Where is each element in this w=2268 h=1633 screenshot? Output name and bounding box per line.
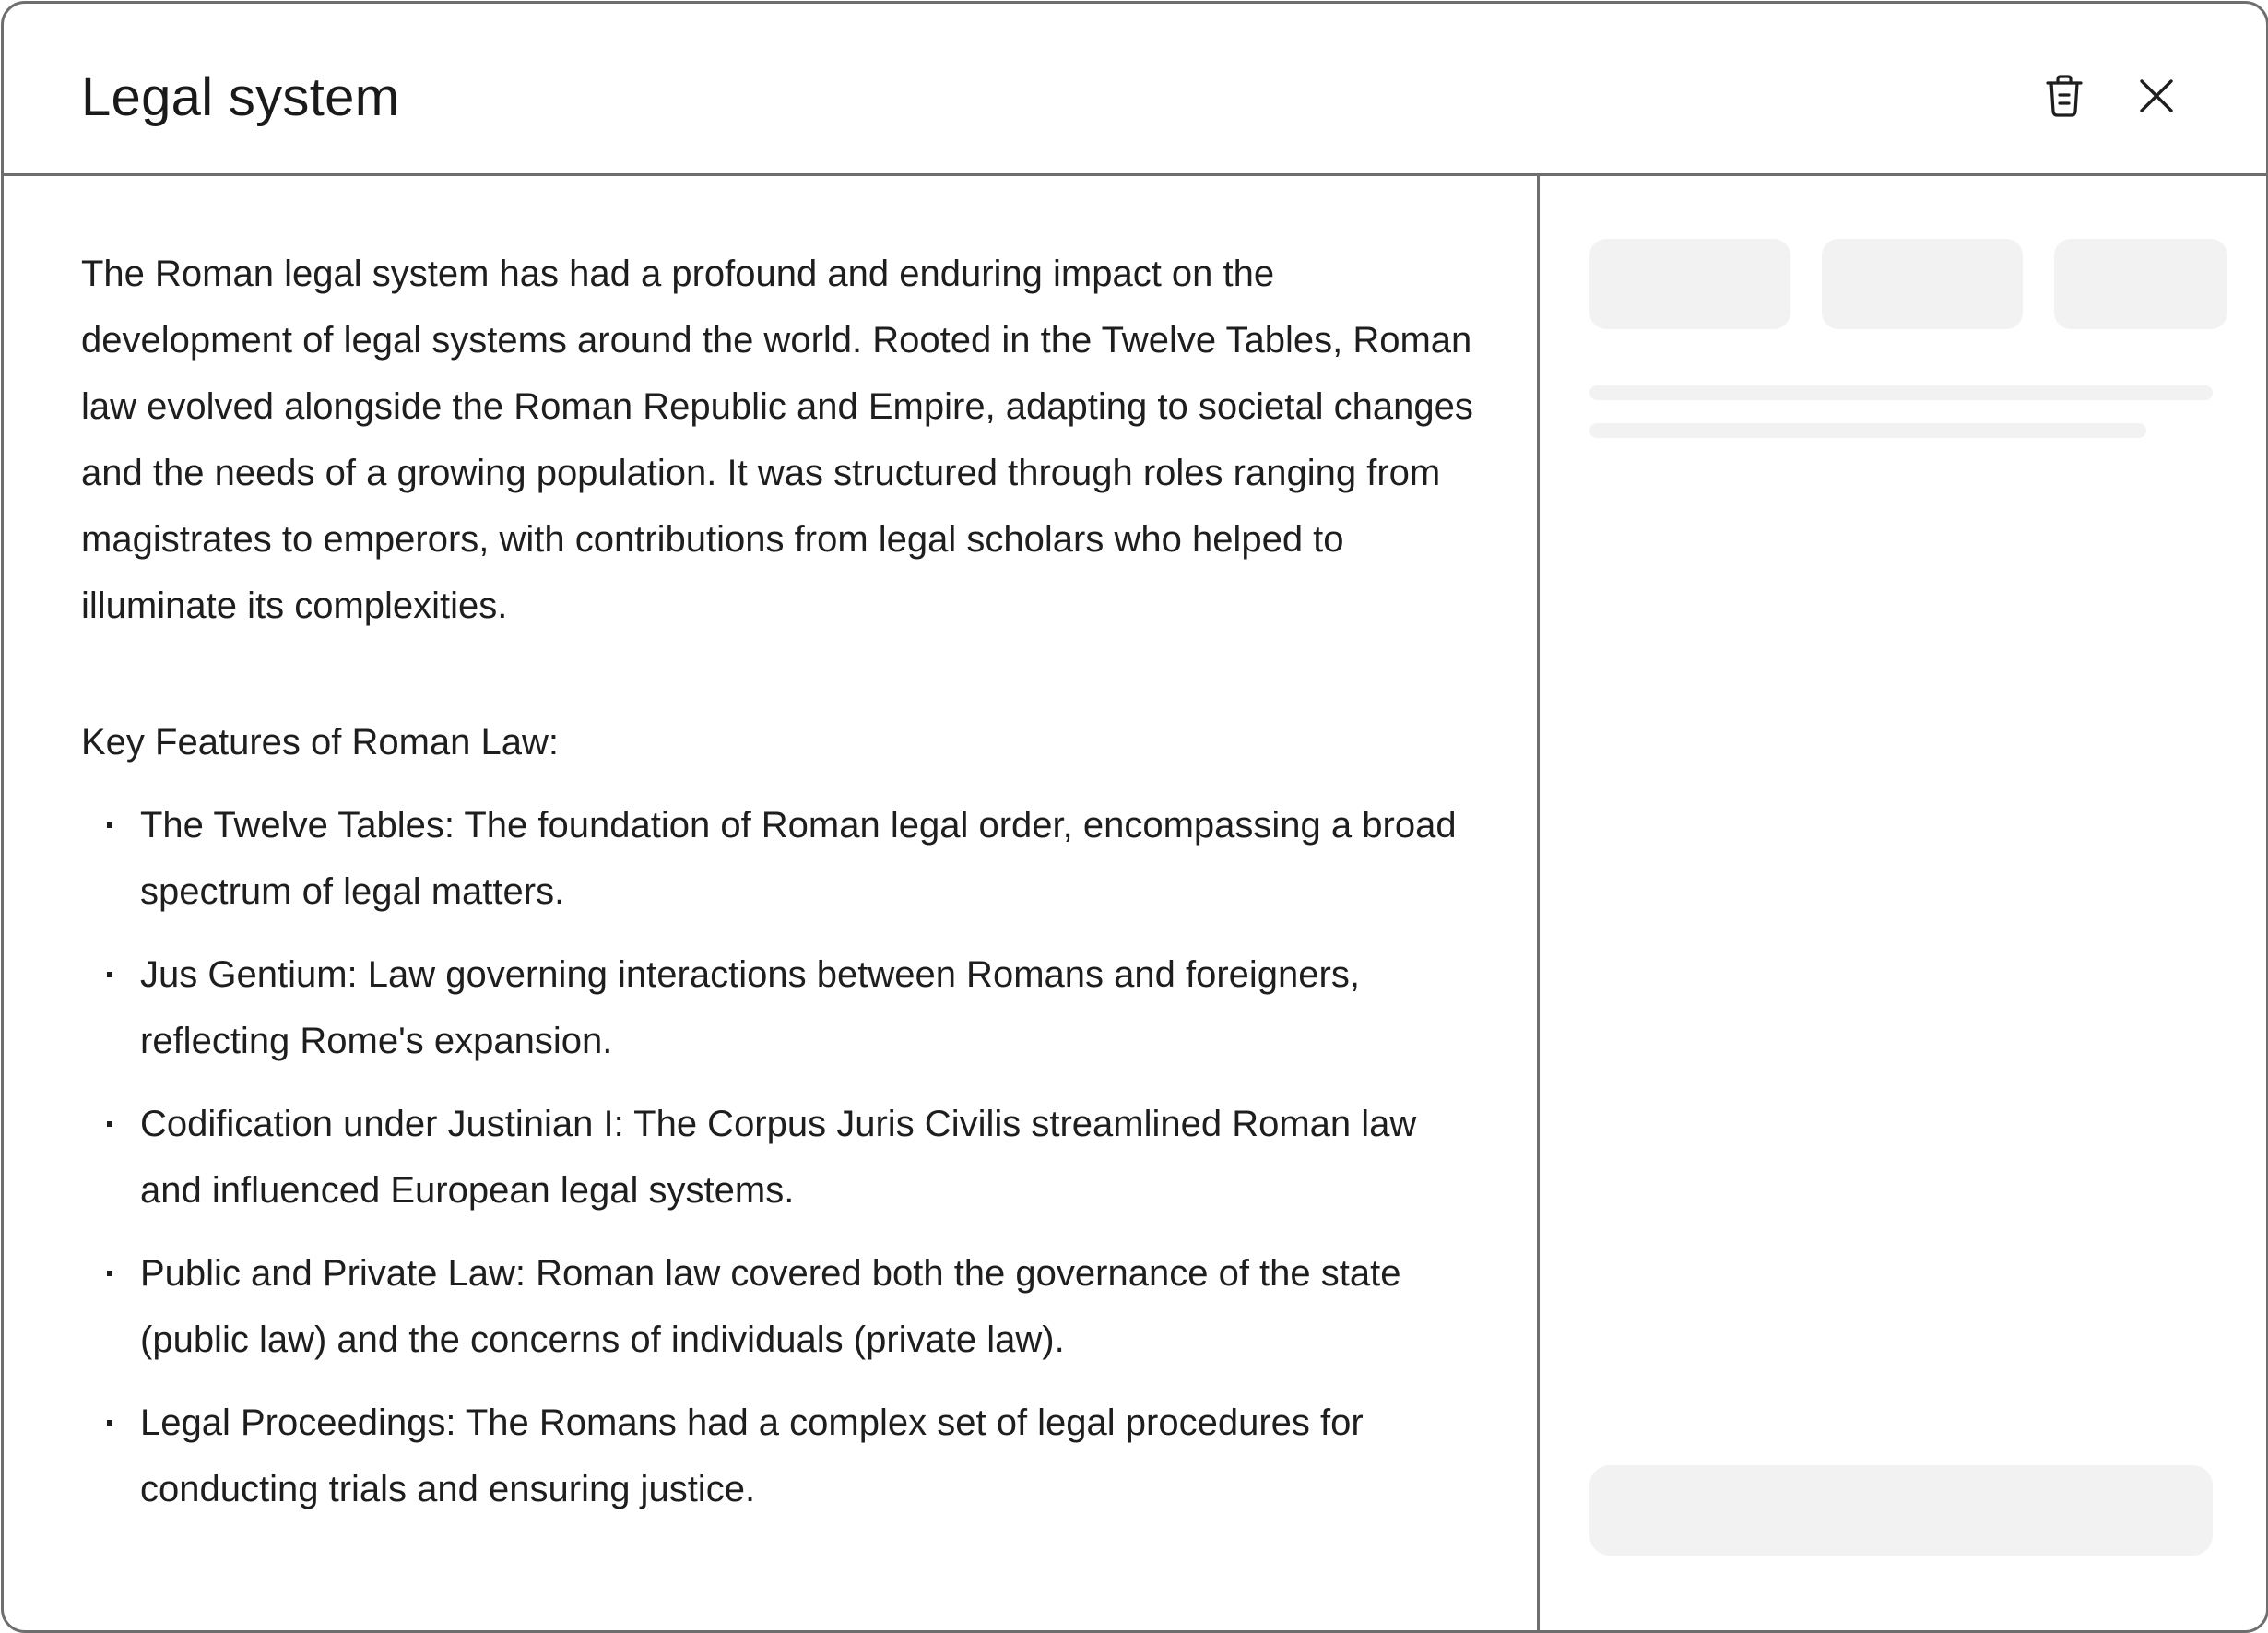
list-item (81, 1390, 1482, 1522)
features-list (81, 792, 1482, 1539)
bullet-icon (107, 1121, 112, 1127)
skeleton-button (1822, 239, 2023, 329)
skeleton-button (1589, 239, 1790, 329)
skeleton-text-line (1589, 423, 2146, 438)
list-item (81, 1091, 1482, 1224)
list-item (81, 792, 1482, 925)
article-intro: The Roman legal system has had a profound and enduring impact on the development of legal systems around the world. Rooted in the Twelve Tables, Roman law evolved alongside the Roman Republic and Empire, adapting to societal changes and the needs of a growing population. It was structured through roles ranging from magistrates to emperors, with contributions from legal scholars who helped to illuminate its complexities. (81, 254, 1473, 626)
skeleton-footer-button (1589, 1465, 2213, 1556)
list-item-text: Codification under Justinian I: The Corpus Juris Civilis streamlined Roman law and influenced European legal systems. (140, 1104, 1417, 1211)
delete-button[interactable] (2037, 68, 2092, 124)
list-item-text: Public and Private Law: Roman law covered both the governance of the state (public law) and the concerns of individuals (private law). (140, 1253, 1401, 1360)
close-button[interactable] (2129, 68, 2184, 124)
list-item-text: Jus Gentium: Law governing interactions between Romans and foreigners, reflecting Rome's expansion. (140, 954, 1360, 1061)
list-item (81, 941, 1482, 1074)
skeleton-text-line (1589, 385, 2213, 400)
dialog-window (1, 1, 2268, 1633)
bullet-icon (107, 1271, 112, 1276)
list-item (81, 1240, 1482, 1373)
dialog-header (4, 4, 2266, 176)
skeleton-button (2054, 239, 2227, 329)
features-heading: Key Features of Roman Law: (81, 722, 560, 763)
close-icon (2138, 77, 2175, 114)
bullet-icon (107, 1420, 112, 1426)
article-panel (4, 176, 1537, 1630)
list-item-text: Legal Proceedings: The Romans had a complex set of legal procedures for conducting trials and ensuring justice. (140, 1402, 1364, 1509)
bullet-icon (107, 972, 112, 977)
list-item-text: The Twelve Tables: The foundation of Roman legal order, encompassing a broad spectrum of legal matters. (140, 805, 1457, 912)
trash-icon (2044, 74, 2085, 118)
side-panel-skeleton (1540, 176, 2266, 1630)
bullet-icon (107, 822, 112, 828)
dialog-title: Legal system (81, 67, 400, 127)
